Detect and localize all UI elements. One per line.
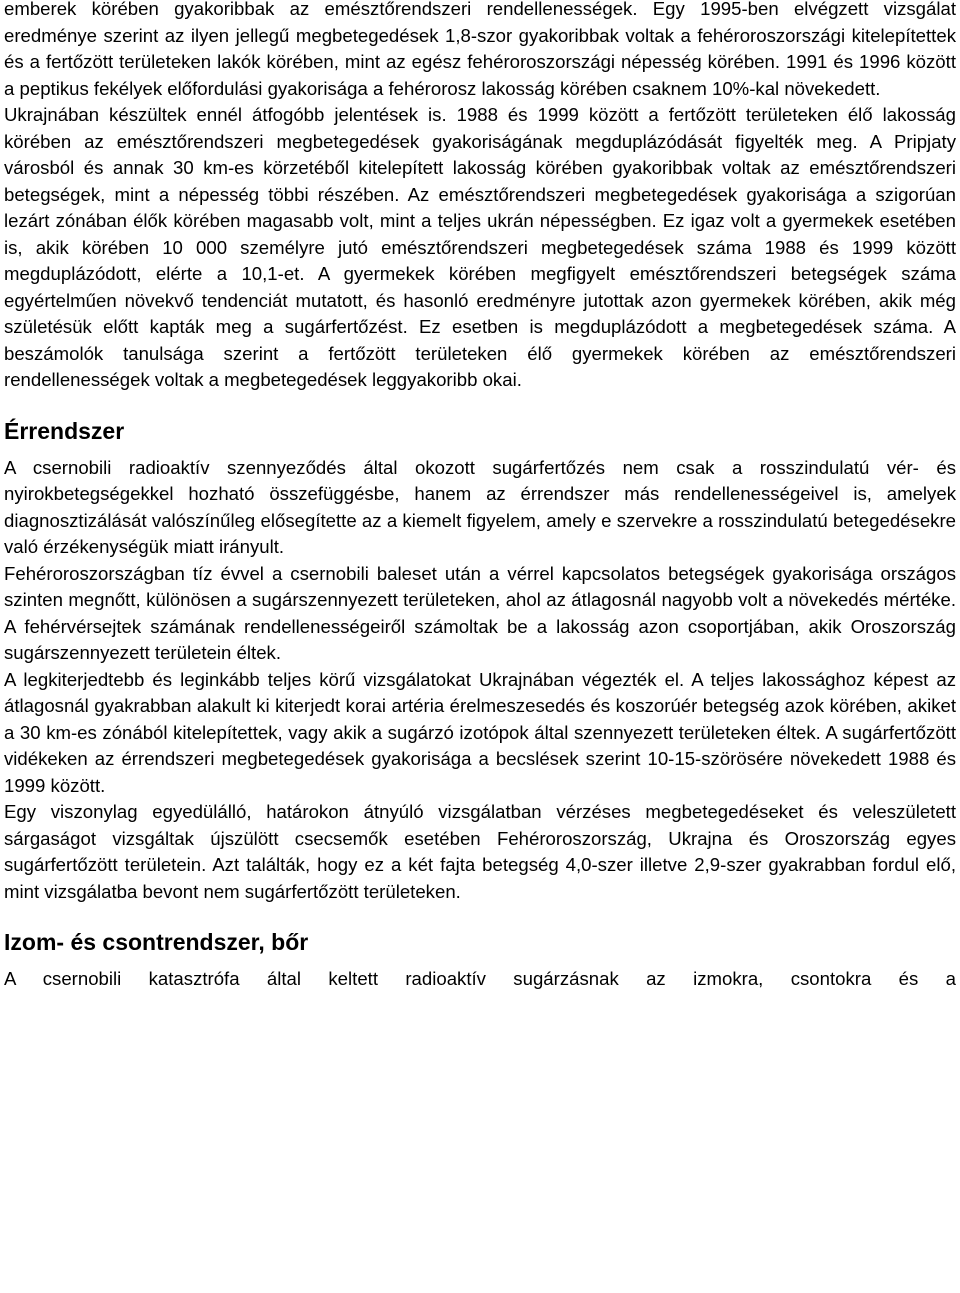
paragraph-vascular-newborns: Egy viszonylag egyedülálló, határokon átnyúló vizsgálatban vérzéses megbetegedéseket és veleszületett sárgaságot vizsgáltak újszülött csecsemők esetében Fehéroroszország, Ukrajna és Oroszország egyes sugárfertőzött területein. Azt találták, hogy ez a két fajta betegség 4,0-szer illetve 2,9-szer gyakrabban fordul elő, mint vizsgálatba bevont nem sugárfertőzött területeken. (4, 801, 956, 902)
paragraph-vascular-ukraine: A legkiterjedtebb és leginkább teljes körű vizsgálatokat Ukrajnában végezték el. A teljes lakossághoz képest az átlagosnál gyakrabban alakult ki kiterjedt korai artéria érelmeszesedés és koszorúér betegség azok körében, akiket a 30 km-es zónából kitelepítettek, vagy akik a sugárzó izotópok által szennyezett területeken éltek. A sugárfertőzött vidékeken az érrendszeri megbetegedések gyakorisága a becslések szerint 10-15-szörösére növekedett 1988 és 1999 között. (4, 668, 956, 796)
section-heading-vascular: Érrendszer (4, 417, 125, 444)
paragraph-vascular-belarus: Fehéroroszországban tíz évvel a csernobili baleset után a vérrel kapcsolatos betegségek gyakorisága országos szinten megnőtt, különösen a sugárszennyezett területeken, ahol az átlagosnál nagyobb volt a növekedés mértéke. A fehérvérsejtek számának rendellenességeiről számoltak be a lakosság azon csoportjában, akik Oroszország sugárszennyezett területein éltek. (4, 562, 956, 663)
paragraph-vascular-intro: A csernobili radioaktív szennyeződés által okozott sugárfertőzés nem csak a rosszindulatú vér- és nyirokbetegségekkel hozható összefüggésbe, hanem az érrendszer más rendellenességeivel is, amelyek diagnosztizálását valószínűleg elősegítette az a kiemelt figyelem, amely e szervekre a rosszindulatú betegedésekre való érzékenységük miatt irányult. (4, 456, 956, 557)
paragraph-musculoskeletal-intro: A csernobili katasztrófa által keltett radioaktív sugárzásnak az izmokra, csontokra és a (4, 968, 956, 989)
section-heading-musculoskeletal: Izom- és csontrendszer, bőr (4, 929, 309, 955)
paragraph-digestive-ukraine: Ukrajnában készültek ennél átfogóbb jelentések is. 1988 és 1999 között a fertőzött területeken élő lakosság körében az emésztőrendszeri megbetegedések gyakoriságának megduplázódását figyelték meg. A Pripjaty városból és annak 30 km-es körzetéből kitelepített lakosság körében gyakoribbak voltak az emésztőrendszeri betegségek, mint a népesség többi részében. Az emésztőrendszeri megbetegedések gyakorisága a szigorúan lezárt zónában élők körében magasabb volt, mint a teljes ukrán népességben. Ez igaz volt a gyermekek esetében is, akik körében 10 000 személyre jutó emésztőrendszeri megbetegedések száma 1988 és 1999 között megduplázódott, elérte a 10,1-et. A gyermekek körében megfigyelt emésztőrendszeri betegségek száma egyértelműen növekvő tendenciát mutatott, és hasonló eredményre jutottak azon gyermekek körében, akik még születésük előtt kapták meg a sugárfertőzést. Ez esetben is megduplázódott a megbetegedések száma. A beszámolók tanulsága szerint a fertőzött területeken élő gyermekek körében az emésztőrendszeri rendellenességek voltak a megbetegedések leggyakoribb okai. (4, 104, 956, 390)
paragraph-digestive-belarus: emberek körében gyakoribbak az emésztőrendszeri rendellenességek. Egy 1995-ben elvégzett vizsgálat eredménye szerint az ilyen jellegű megbetegedések 1,8-szor gyakoribbak voltak a fehéroroszországi kitelepítettek és a fertőzött területeken lakók körében, mint az egész fehéroroszországi népesség körében. 1991 és 1996 között a peptikus fekélyek előfordulási gyakorisága a fehérorosz lakosság körében csaknem 10%-kal növekedett. (4, 0, 956, 99)
